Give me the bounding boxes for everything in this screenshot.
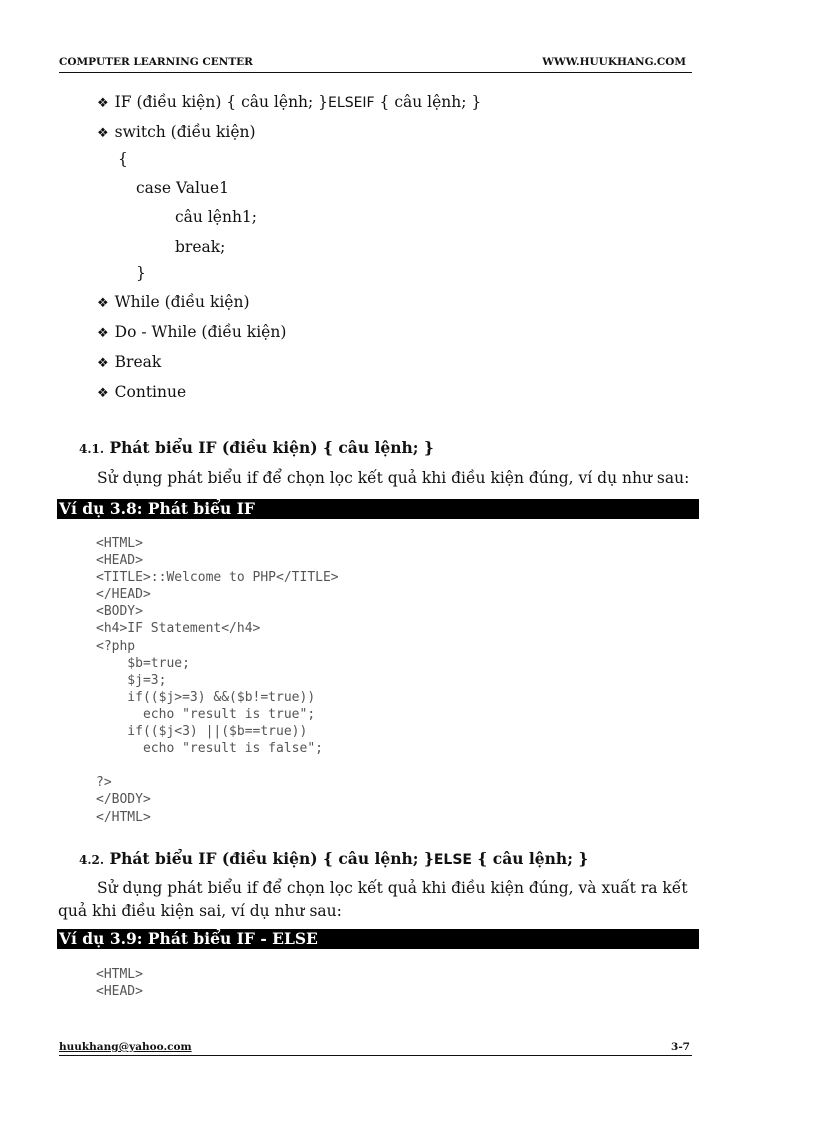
header-right-text: WWW.HUUKHANG.COM [542,56,686,68]
syntax-break [97,353,161,371]
syntax-text: switch (điều kiện) [114,123,256,141]
section-number: 4.2. [79,853,105,867]
example-3-8-title-bar: Ví dụ 3.8: Phát biểu IF [57,499,699,519]
switch-open-brace: { [118,150,128,168]
diamond-bullet-icon: ❖ [97,126,109,141]
syntax-if-elseif [97,93,481,111]
diamond-bullet-icon: ❖ [97,96,109,111]
diamond-bullet-icon: ❖ [97,296,109,311]
syntax-text: { câu lệnh; } [374,93,482,111]
page-footer [59,1041,692,1056]
switch-break: break; [175,238,226,256]
diamond-bullet-icon: ❖ [97,326,109,341]
else-keyword: ELSE [433,852,472,868]
switch-close-brace: } [136,264,146,282]
page-header [59,56,692,73]
diamond-bullet-icon: ❖ [97,356,109,371]
example-3-9-title-bar: Ví dụ 3.9: Phát biểu IF - ELSE [57,929,699,949]
section-number: 4.1. [79,442,105,456]
syntax-text: Continue [114,383,187,401]
syntax-text: Break [114,353,162,371]
section-4-2-description-line-1: Sử dụng phát biểu if để chọn lọc kết quả khi điều kiện đúng, và xuất ra kết [97,879,688,897]
footer-email: huukhang@yahoo.com [59,1041,192,1053]
switch-statement: câu lệnh1; [175,208,258,226]
section-4-2-heading [79,849,588,868]
syntax-while [97,293,250,311]
example-3-8-code: <HTML> <HEAD> <TITLE>::Welcome to PHP</TITLE> </HEAD> <BODY> <h4>IF Statement</h4> <?php $b=true; $j=3; if(($j>=3) &&($b!=true)) echo "result is true"; if(($j<3) ||($b==true)) echo "result is false"; ?> </BODY> </HTML> [96,536,339,825]
section-4-1-heading [79,438,434,457]
section-4-1-description: Sử dụng phát biểu if để chọn lọc kết quả khi điều kiện đúng, ví dụ như sau: [97,469,690,487]
elseif-keyword: ELSEIF [328,95,375,111]
section-title: Phát biểu IF (điều kiện) { câu lệnh; } [109,438,434,457]
syntax-switch [97,123,256,141]
switch-case: case Value1 [136,179,229,197]
section-4-2-description-line-2: quả khi điều kiện sai, ví dụ như sau: [58,902,342,920]
syntax-text: While (điều kiện) [114,293,250,311]
section-title: Phát biểu IF (điều kiện) { câu lệnh; } [109,849,434,868]
syntax-do-while [97,323,286,341]
page-number: 3-7 [671,1041,690,1053]
example-3-9-code: <HTML> <HEAD> [96,967,143,1000]
header-left-text: COMPUTER LEARNING CENTER [59,56,253,68]
syntax-text: Do - While (điều kiện) [114,323,287,341]
syntax-continue [97,383,186,401]
syntax-text: IF (điều kiện) { câu lệnh; } [114,93,329,111]
section-title-end: { câu lệnh; } [472,849,589,868]
diamond-bullet-icon: ❖ [97,386,109,401]
